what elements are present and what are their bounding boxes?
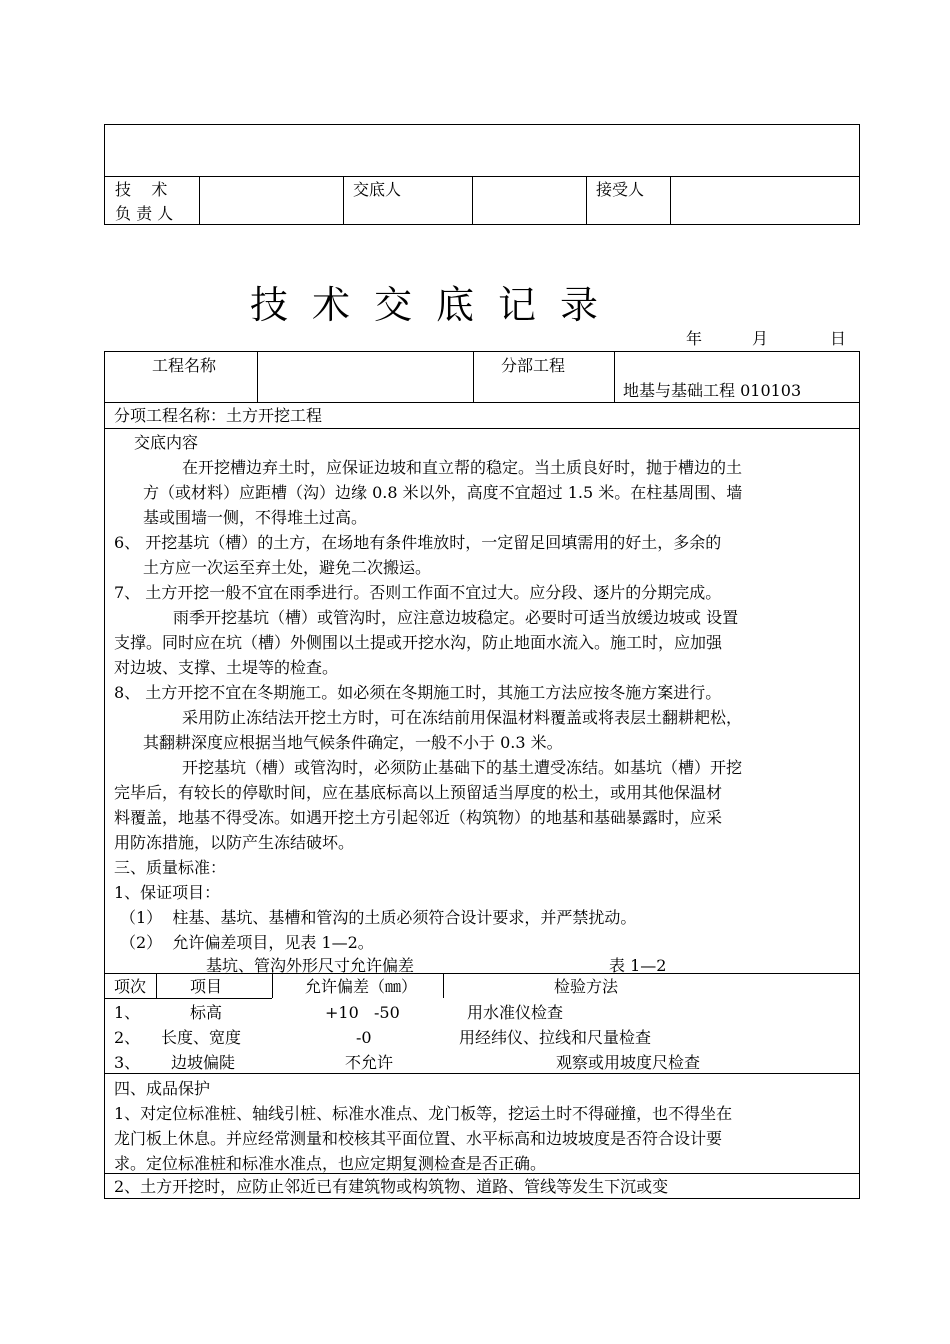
content-line: 对边坡、支撑、土堤等的检查。: [114, 658, 339, 677]
content-line: 其翻耕深度应根据当地气候条件确定，一般不小于 0.3 米。: [143, 733, 563, 752]
division-value: 地基与基础工程 010103: [623, 381, 802, 400]
divider: [257, 352, 258, 402]
table-row-method: 观察或用坡度尺检查: [556, 1053, 701, 1072]
divider: [105, 428, 859, 429]
content-line: （1） 柱基、基坑、基槽和管沟的土质必须符合设计要求，并严禁扰动。: [120, 908, 637, 927]
content-line: 基或围墙一侧，不得堆土过高。: [143, 508, 368, 527]
divider: [272, 973, 273, 998]
content-line: 8、 土方开挖不宜在冬期施工。如必须在冬期施工时，其施工方法应按冬施方案进行。: [114, 683, 722, 702]
project-name-label: 工程名称: [152, 356, 217, 375]
subitem-name: 分项工程名称：土方开挖工程: [114, 406, 323, 425]
divider: [670, 176, 671, 224]
table-caption: 基坑、管沟外形尺寸允许偏差: [206, 956, 415, 975]
page-title: 技术交底记录: [250, 283, 623, 327]
table-row-method: 用经纬仪、拉线和尺量检查: [459, 1028, 652, 1047]
protection-line: 求。定位标准桩和标准水准点，也应定期复测检查是否正确。: [114, 1154, 547, 1173]
table-row-deviation: +10 -50: [325, 1003, 400, 1022]
receiver-label: 接受人: [596, 180, 645, 199]
signature-table-blank-row: [105, 125, 859, 177]
divider: [586, 176, 587, 224]
divider: [105, 998, 272, 999]
content-line: 1、保证项目：: [114, 883, 221, 902]
content-line: 6、 开挖基坑（槽）的土方，在场地有条件堆放时，一定留足回填需用的好土，多余的: [114, 533, 722, 552]
table-header-cell: 项目: [190, 977, 223, 996]
content-line: 方（或材料）应距槽（沟）边缘 0.8 米以外，高度不宜超过 1.5 米。在柱基周围、墙: [143, 483, 743, 502]
table-header-cell: 检验方法: [554, 977, 619, 996]
section-heading: 四、成品保护: [114, 1079, 211, 1098]
table-row-method: 用水准仪检查: [467, 1003, 564, 1022]
section-heading: 三、质量标准：: [114, 858, 227, 877]
content-line: （2） 允许偏差项目，见表 1—2。: [120, 933, 374, 952]
signature-table: [104, 124, 860, 225]
protection-line: 龙门板上休息。并应经常测量和校核其平面位置、水平标高和边坡坡度是否符合设计要: [114, 1129, 723, 1148]
table-number: 表 1—2: [609, 956, 667, 975]
divider: [105, 402, 859, 403]
content-line: 支撑。同时应在坑（槽）外侧围以土提或开挖水沟，防止地面水流入。施工时，应加强: [114, 633, 723, 652]
protection-line: 2、土方开挖时，应防止邻近已有建筑物或构筑物、道路、管线等发生下沉或变: [114, 1177, 669, 1196]
table-row-deviation: -0: [356, 1028, 372, 1047]
division-label: 分部工程: [501, 356, 566, 375]
table-header-cell: 允许偏差（㎜）: [305, 977, 418, 996]
tech-lead-label-2: 负 责 人: [115, 204, 174, 223]
record-table: [104, 351, 860, 1199]
table-row-item: 长度、宽度: [161, 1028, 242, 1047]
protection-line: 1、对定位标准桩、轴线引桩、标准水准点、龙门板等，挖运土时不得碰撞，也不得坐在: [114, 1104, 733, 1123]
date-year: 年: [686, 329, 703, 348]
table-row-item: 标高: [190, 1003, 223, 1022]
table-row-item: 边坡偏陡: [171, 1053, 236, 1072]
date-day: 日: [830, 329, 847, 348]
content-line: 开挖基坑（槽）或管沟时，必须防止基础下的基土遭受冻结。如基坑（槽）开挖: [182, 758, 743, 777]
date-month: 月: [752, 329, 769, 348]
divider: [473, 352, 474, 402]
table-row-deviation: 不允许: [345, 1053, 394, 1072]
divider: [343, 176, 344, 224]
divider: [105, 973, 859, 974]
divider: [443, 973, 444, 998]
divider: [472, 176, 473, 224]
tech-lead-label: 技 术: [115, 180, 168, 199]
content-line: 土方应一次运至弃土处，避免二次搬运。: [143, 558, 432, 577]
divider: [105, 1073, 859, 1074]
content-line: 7、 土方开挖一般不宜在雨季进行。否则工作面不宜过大。应分段、逐片的分期完成。: [114, 583, 722, 602]
table-header-cell: 项次: [114, 977, 147, 996]
divider: [614, 352, 615, 402]
table-row-index: 1、: [114, 1003, 141, 1022]
content-line: 用防冻措施，以防产生冻结破坏。: [114, 833, 355, 852]
content-heading: 交底内容: [134, 433, 199, 452]
table-row-index: 2、: [114, 1028, 141, 1047]
handover-person-label: 交底人: [353, 180, 402, 199]
divider: [156, 973, 157, 998]
content-line: 在开挖槽边弃土时，应保证边坡和直立帮的稳定。当土质良好时，抛于槽边的土: [182, 458, 743, 477]
content-line: 完毕后，有较长的停歇时间，应在基底标高以上预留适当厚度的松土，或用其他保温材: [114, 783, 723, 802]
content-line: 料覆盖，地基不得受冻。如遇开挖土方引起邻近（构筑物）的地基和基础暴露时，应采: [114, 808, 723, 827]
divider: [199, 176, 200, 224]
content-line: 采用防止冻结法开挖土方时，可在冻结前用保温材料覆盖或将表层土翻耕耙松，: [182, 708, 743, 727]
table-row-index: 3、: [114, 1053, 141, 1072]
content-line: 雨季开挖基坑（槽）或管沟时，应注意边坡稳定。必要时可适当放缓边坡或 设置: [173, 608, 739, 627]
